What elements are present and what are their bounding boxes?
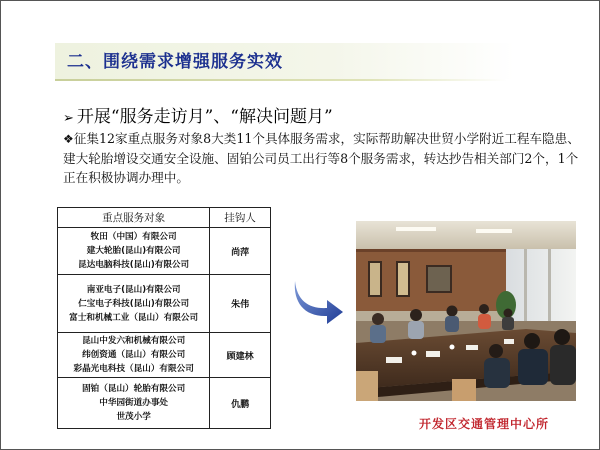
company-name: 建大轮胎(昆山)有限公司 [86,246,181,256]
heading-underline [55,79,507,81]
owner-cell: 尚萍 [210,228,271,275]
paragraph-text: 征集12家重点服务对象8大类11个具体服务需求，实际帮助解决世贸小学附近工程车隐患、建大轮胎增设交通安全设施、固铂公司员工出行等8个服务需求，转达抄告相关部门2个，1个正在积极协调办理中。 [63,131,580,185]
table-header-row [58,208,271,228]
company-name: 牧田（中国）有限公司 [90,232,177,242]
service-table-container [57,207,271,433]
company-name: 昆山中发六和机械有限公司 [82,336,186,346]
company-name: 富士和机械工业（昆山）有限公司 [69,312,199,323]
company-name: 固铂（昆山）轮胎有限公司 [82,384,186,394]
owner-cell: 朱伟 [210,275,271,333]
slide-heading: 二、围绕需求增强服务实效 [67,52,283,72]
header-companies: 重点服务对象 [58,208,210,228]
table-row [58,378,271,429]
company-name: 中华园街道办事处 [99,398,169,408]
companies-cell [58,333,210,378]
bullet-title [63,102,333,127]
company-name: 仁宝电子科技(昆山)有限公司 [78,298,190,309]
company-name: 南亚电子(昆山)有限公司 [86,284,181,295]
service-table [57,207,271,429]
owner-cell: 顾建林 [210,333,271,378]
company-name: 纬创资通（昆山）有限公司 [82,350,186,360]
footer-organization: 开发区交通管理中心所 [419,417,550,431]
companies-cell [58,275,210,333]
company-name: 世茂小学 [116,412,151,422]
table-row [58,228,271,275]
bullet-title-text: 开展“服务走访月”、“解决问题月” [76,107,333,127]
meeting-photo [356,221,576,401]
header-owner: 挂钩人 [210,208,271,228]
companies-cell [58,228,210,275]
table-row [58,275,271,333]
table-row [58,333,271,378]
company-name: 彩晶光电科技（昆山）有限公司 [73,364,194,374]
company-name: 昆达电脑科技(昆山)有限公司 [78,260,190,270]
companies-cell [58,378,210,429]
service-paragraph [63,129,583,187]
arrow-right-triangle-icon: ➢ [63,111,74,126]
curved-arrow-icon [291,273,345,325]
four-diamond-icon: ❖ [63,132,74,146]
owner-cell: 仇鹏 [210,378,271,429]
